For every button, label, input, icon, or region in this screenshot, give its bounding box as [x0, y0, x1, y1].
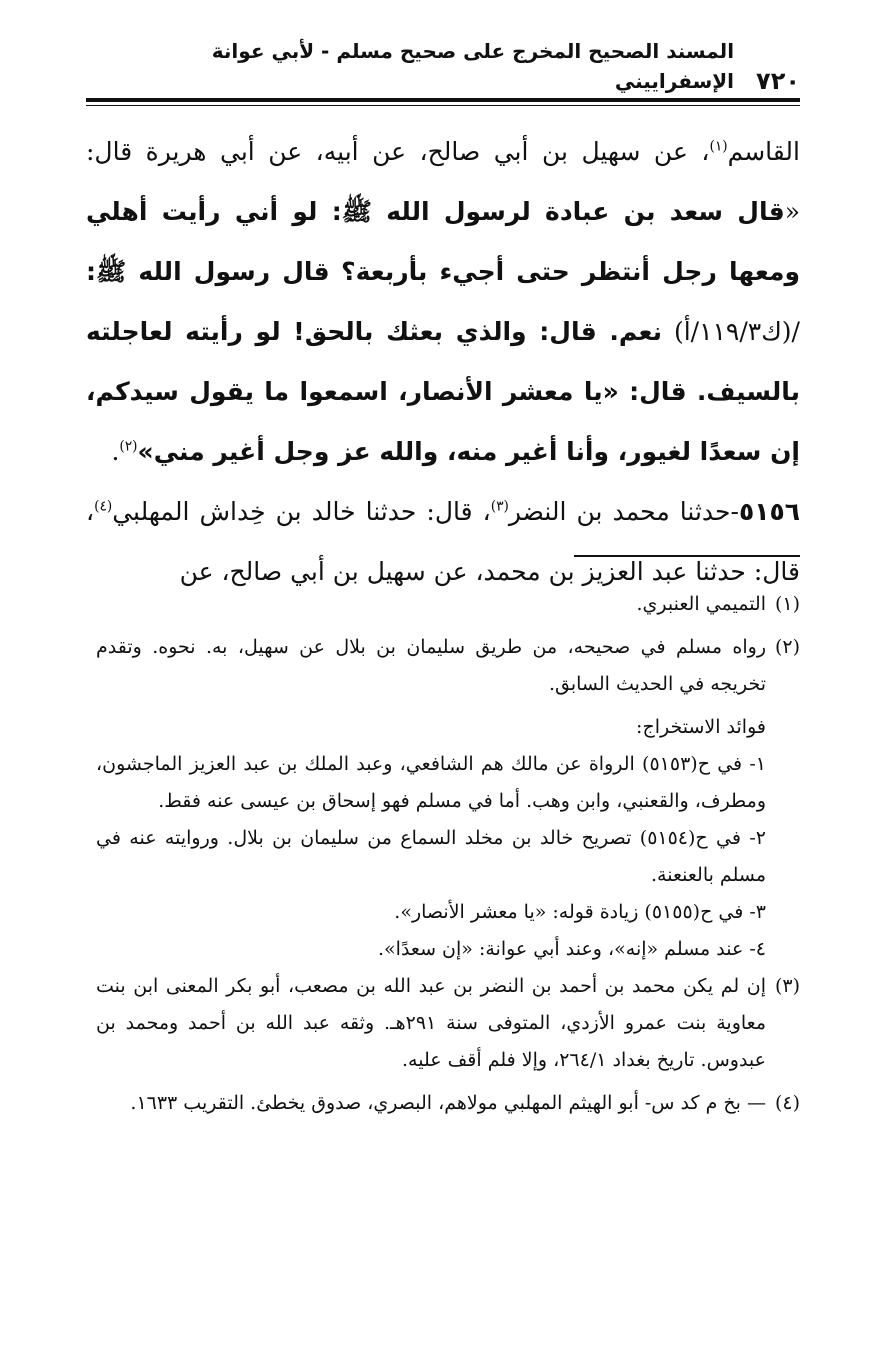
footnote-subheading: فوائد الاستخراج:: [636, 716, 766, 738]
footnote-list-item: ٤- عند مسلم «إنه»، وعند أبي عوانة: «إن سعدًا».: [378, 938, 766, 960]
header-rule-thin: [86, 105, 800, 106]
footnote-text: رواه مسلم في صحيحه، من طريق سليمان بن بلال عن سهيل، به. نحوه. وتقدم تخريجه في الحديث السابق.: [96, 636, 766, 695]
footnote-mark: (٢): [774, 636, 800, 658]
header-rule-thick: [86, 98, 800, 102]
footnote-list-item: ٣- في ح(٥١٥٥) زيادة قوله: «يا معشر الأنصار».: [394, 901, 766, 923]
footnote-list-item: ١- في ح(٥١٥٣) الرواة عن مالك هم الشافعي، وعبد الملك بن عبد العزيز الماجشون، ومطرف، والقعنبي، وابن وهب. أما في مسلم فهو إسحاق بن عيسى عنه فقط.: [96, 753, 766, 812]
text-segment: -حدثنا محمد بن النضر: [508, 497, 739, 526]
manuscript-ref: /(ك١١٩/٣/أ): [662, 317, 800, 346]
footnote-ref-1: (١): [709, 138, 728, 155]
text-segment: [330, 257, 341, 286]
running-title: المسند الصحيح المخرج على صحيح مسلم - لأبي عوانة الإسفراييني: [211, 39, 735, 93]
footnote-mark: (١): [774, 593, 800, 615]
page-number: ٧٢٠: [756, 67, 800, 95]
hadith-5155-continuation: [86, 122, 800, 482]
main-text: [86, 122, 800, 602]
footnote-text: — بخ م كد س- أبو الهيثم المهلبي مولاهم، البصري، صدوق يخطئ. التقريب ١٦٣٣.: [130, 1092, 766, 1114]
hadith-bold-text: قال سعد بن عبادة لرسول الله ﷺ: لو أني رأيت أهلي ومعها رجل أنتظر حتى أجيء بأربعة؟: [86, 197, 800, 286]
footnotes: [96, 586, 800, 1128]
footnote-mark: (٤): [774, 1092, 800, 1114]
text-segment: ، قال: حدثنا عبد العزيز بن محمد، عن سهيل بن أبي صالح، عن: [86, 497, 800, 586]
footnote-ref-2: (٢): [119, 438, 138, 455]
footnote-list-item: ٢- في ح(٥١٥٤) تصريح خالد بن مخلد السماع من سليمان بن بلال. وروايته عنه في مسلم بالعنعنة.: [96, 827, 766, 886]
footnote-ref-4: (٤): [94, 498, 113, 515]
text-segment: ، قال: حدثنا خالد بن خِداش المهلبي: [112, 497, 491, 526]
footnote-separator: [574, 555, 800, 557]
text-segment: القاسم: [727, 137, 800, 166]
footnote-text: التميمي العنبري.: [636, 593, 766, 615]
footnote-2: [96, 629, 800, 703]
footnote-1: [96, 586, 800, 623]
hadith-5156: [86, 482, 800, 602]
running-header: [86, 39, 800, 96]
footnote-4: [96, 1085, 800, 1122]
footnote-text: إن لم يكن محمد بن أحمد بن النضر بن عبد الله بن مصعب، أبو بكر المعنى ابن بنت معاوية بنت عمرو الأزدي، المتوفى سنة ٢٩١هـ. وثقه عبد الله بن أحمد ومحمد بن عبدوس. تاريخ بغداد ٢٦٤/١، وإلا فلم أقف عليه.: [96, 975, 766, 1071]
hadith-number: ٥١٥٦: [738, 497, 800, 526]
footnote-ref-3: (٣): [490, 498, 509, 515]
footnote-3: [96, 968, 800, 1079]
text-segment: ، عن سهيل بن أبي صالح، عن أبيه، عن أبي هريرة قال: «: [86, 137, 800, 226]
hadith-bold-text: نعم. قال: والذي بعثك بالحق! لو رأيته لعاجلته بالسيف. قال: «يا معشر الأنصار، اسمعوا ما يقول سيدكم، إن سعدًا لغيور، وأنا أغير منه، والله عز وجل أغير مني»: [86, 317, 800, 466]
footnote-mark: (٣): [774, 975, 800, 997]
text-segment: .: [111, 437, 120, 466]
hadith-bold-text: قال رسول الله ﷺ:: [86, 257, 330, 286]
